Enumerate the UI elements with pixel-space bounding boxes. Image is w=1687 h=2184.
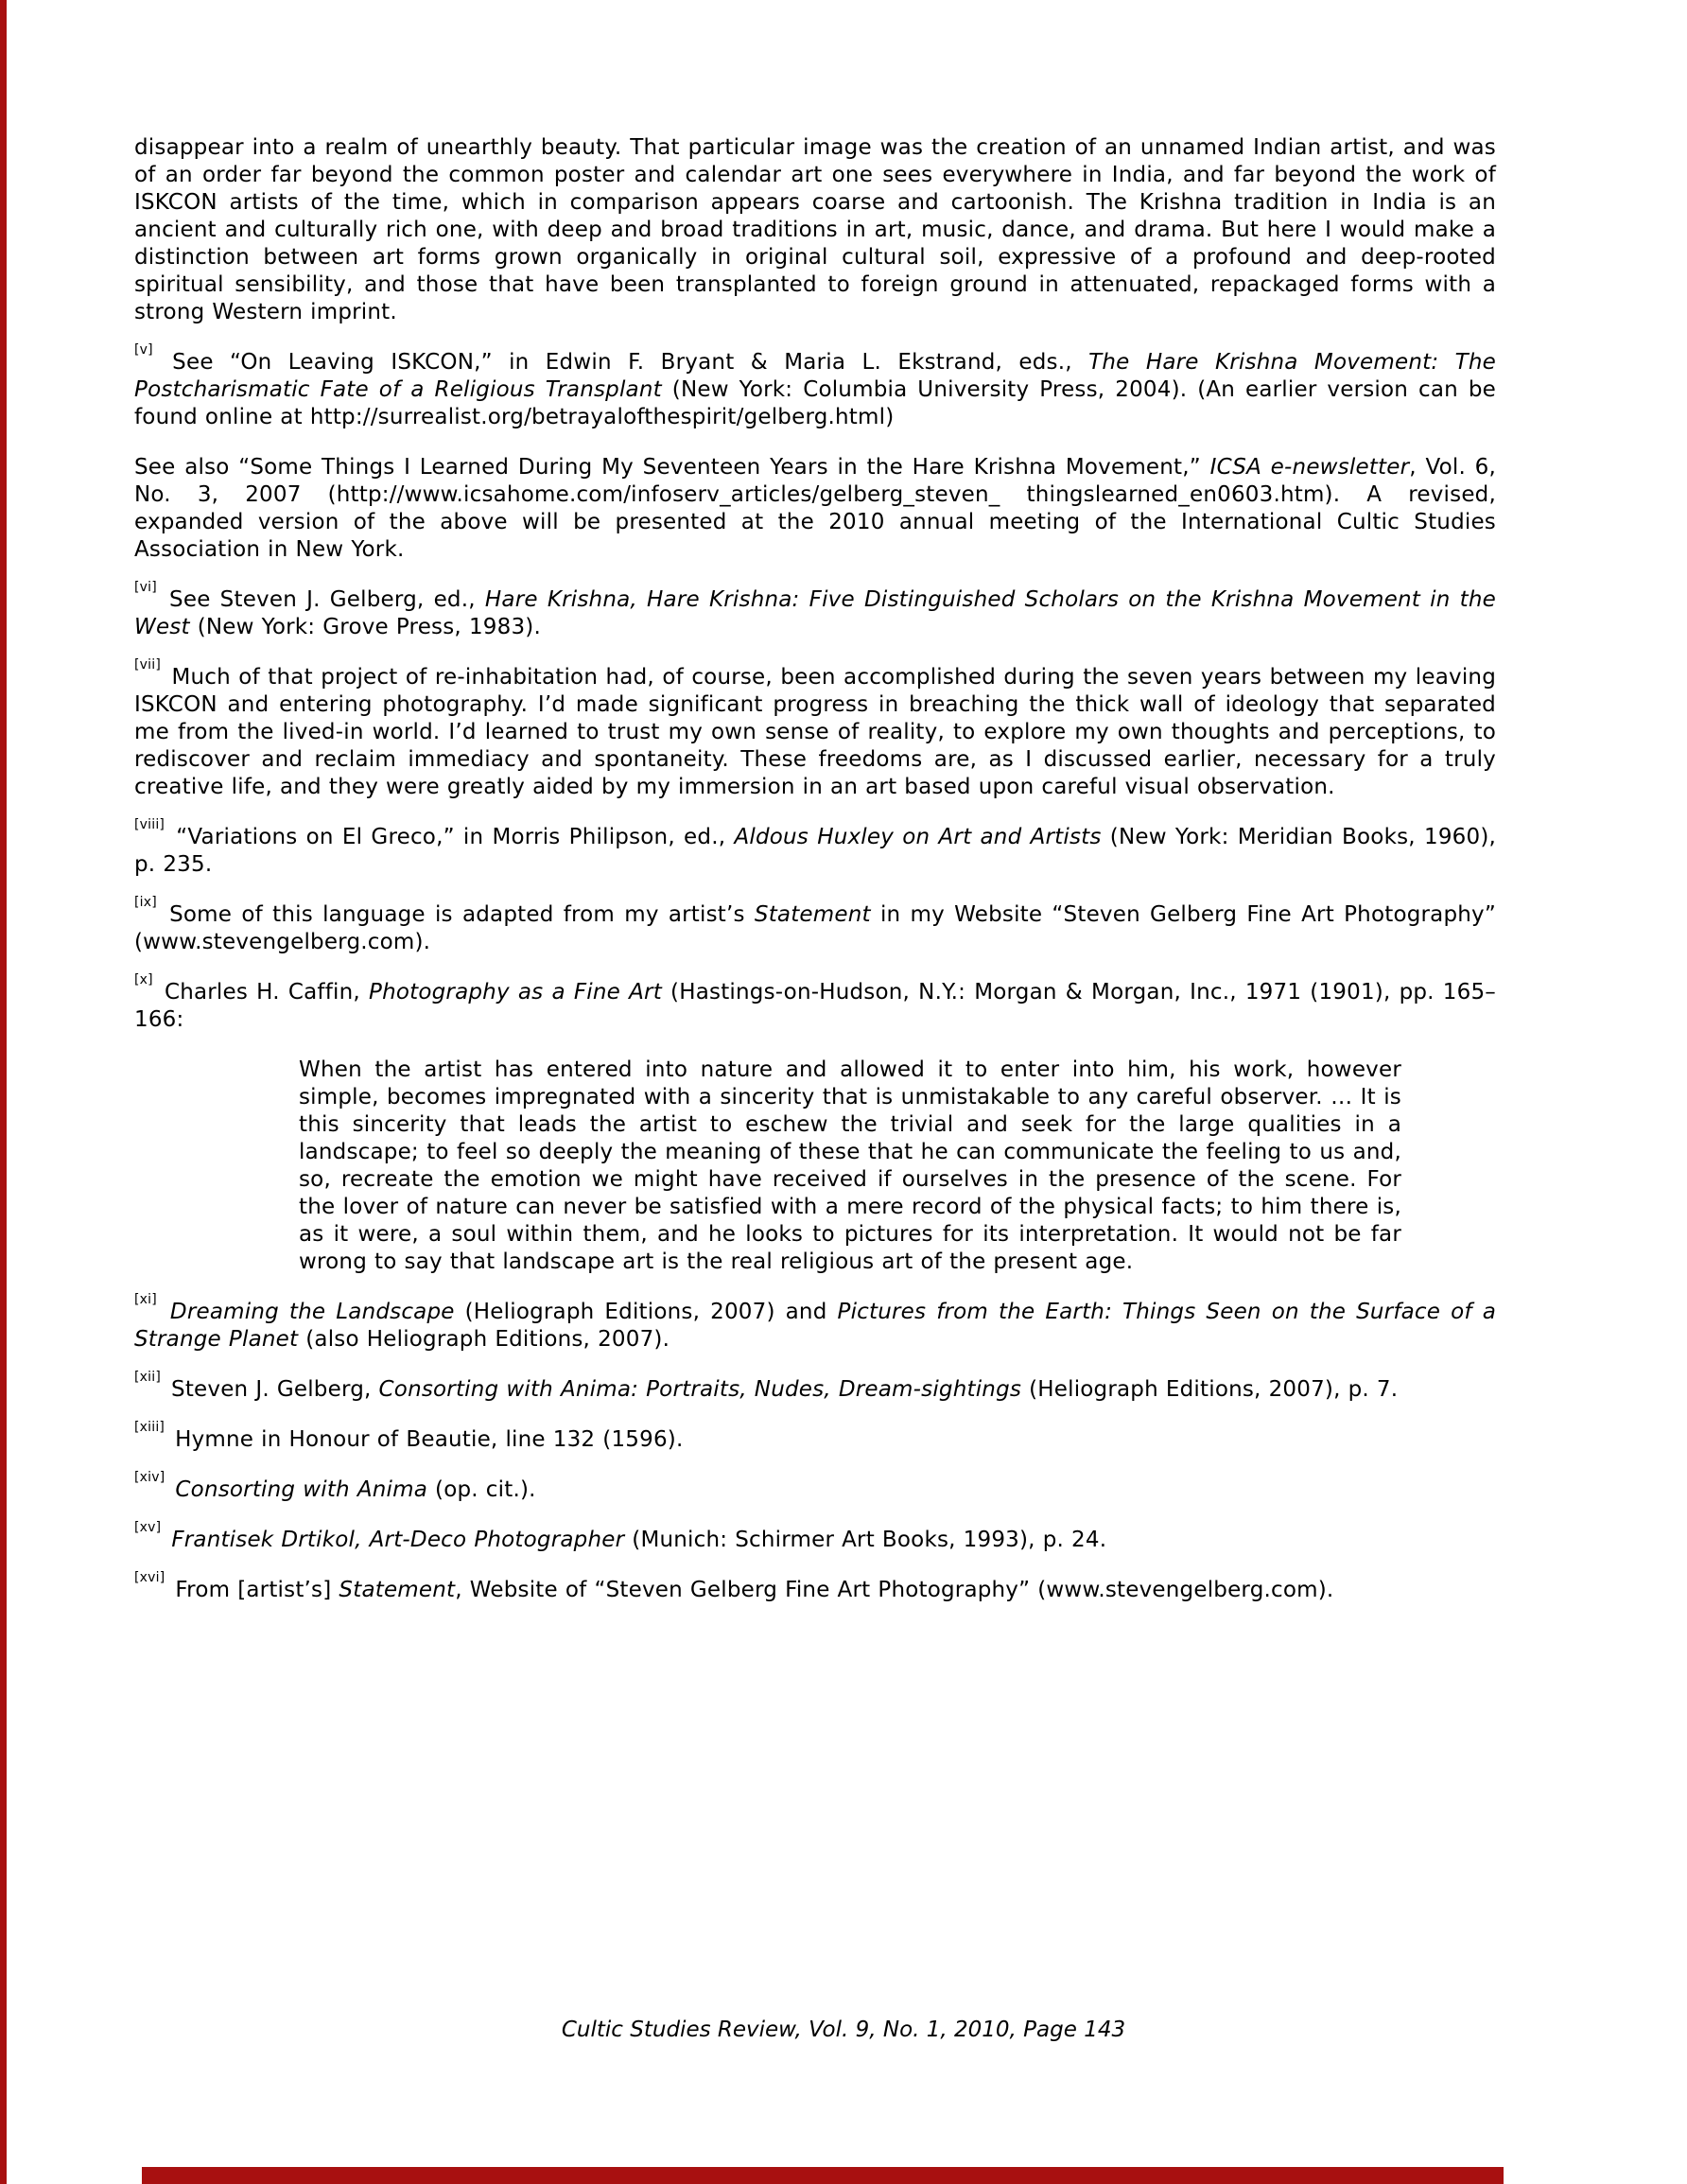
text-segment: (New York: Grove Press, 1983). <box>189 615 541 639</box>
text-segment: Charles H. Caffin, <box>164 980 370 1005</box>
italic-text-segment: Aldous Huxley on Art and Artists <box>734 825 1102 849</box>
text-segment: See Steven J. Gelberg, ed., <box>169 587 485 612</box>
italic-text-segment: The Hare Krishna Movement: The Postcharismatic Fate of a Religious Transplant <box>134 350 1497 402</box>
footnote-marker: [v] <box>134 342 153 358</box>
text-segment: Some of this language is adapted from my artist’s <box>169 902 755 927</box>
italic-text-segment: Hare Krishna, Hare Krishna: Five Distinguished Scholars on the Krishna Movement in the West <box>134 587 1496 639</box>
text-segment: Steven J. Gelberg, <box>171 1377 379 1402</box>
text-segment: Hymne in Honour of Beautie, line 132 (1596). <box>175 1427 684 1452</box>
text-segment: , Vol. 6, No. 3, 2007 (http://www.icsahome.com/infoserv_articles/gelberg_steven_ thingslearned_en0603.htm). A revised, expanded version of the above will be presented at the 2010 annual meeting of the International Cultic Studies Association in New York. <box>134 455 1497 562</box>
body-paragraph <box>134 134 1496 326</box>
footnote-marker: [xvi] <box>134 1570 165 1586</box>
page-footer: Cultic Studies Review, Vol. 9, No. 1, 2010, Page 143 <box>561 2018 1126 2042</box>
footnote-paragraph <box>134 580 1496 641</box>
footnote-paragraph <box>134 1570 1496 1604</box>
footnote-marker: [xv] <box>134 1520 162 1536</box>
text-segment: (Heliograph Editions, 2007) and <box>454 1300 838 1324</box>
footnote-marker: [ix] <box>134 895 157 911</box>
text-segment: Much of that project of re-inhabitation had, of course, been accomplished during the seven years between my leaving ISKCON and entering photography. I’d made significant progress in breaching the thick wall of ideology that separated me from the lived-in world. I’d learned to trust my own sense of reality, to explore my own thoughts and perceptions, to rediscover and reclaim immediacy and spontaneity. These freedoms are, as I discussed earlier, necessary for a truly creative life, and they were greatly aided by my immersion in an art based upon careful visual observation. <box>134 665 1496 799</box>
footnote-paragraph <box>134 1370 1496 1404</box>
footnote-paragraph <box>134 817 1497 879</box>
footnote-marker: [viii] <box>134 817 165 833</box>
italic-text-segment: Pictures from the Earth: Things Seen on the Surface of a Strange Planet <box>134 1300 1496 1352</box>
text-segment: When the artist has entered into nature and allowed it to enter into him, his work, however simple, becomes impregnated with a sincerity that is unmistakable to any careful observer. … It is this sincerity that leads the artist to eschew the trivial and seek for the large qualities in a landscape; to feel so deeply the meaning of these that he can communicate the feeling to us and, so, recreate the emotion we might have received if ourselves in the presence of the scene. For the lover of nature can never be satisfied with a mere record of the physical facts; to him there is, as it were, a soul within them, and he looks to pictures for its interpretation. It would not be far wrong to say that landscape art is the real religious art of the present age. <box>299 1057 1401 1274</box>
left-red-border-bar <box>0 0 7 2184</box>
footnote-marker: [x] <box>134 972 153 988</box>
text-segment: disappear into a realm of unearthly beauty. That particular image was the creation of an unnamed Indian artist, and was of an order far beyond the common poster and calendar art one sees everywhere in India, and far beyond the work of ISKCON artists of the time, which in comparison appears coarse and cartoonish. The Krishna tradition in India is an ancient and culturally rich one, with deep and broad traditions in art, music, dance, and drama. But here I would make a distinction between art forms grown organically in original cultural soil, expressive of a profound and deep-rooted spiritual sensibility, and those that have been transplanted to foreign ground in attenuated, repackaged forms with a strong Western imprint. <box>134 135 1496 324</box>
text-segment: (Heliograph Editions, 2007), p. 7. <box>1021 1377 1399 1402</box>
text-segment: (New York: Columbia University Press, 2004). (An earlier version can be found online at http://surrealist.org/betrayalofthespirit/gelberg.html) <box>134 377 1496 429</box>
text-segment: in my Website “Steven Gelberg Fine Art Photography” (www.stevengelberg.com). <box>134 902 1496 954</box>
footnote-marker: [xi] <box>134 1292 157 1308</box>
italic-text-segment: ICSA e-newsletter <box>1209 455 1410 480</box>
text-segment: (Munich: Schirmer Art Books, 1993), p. 24. <box>624 1528 1107 1552</box>
text-segment: (op. cit.). <box>427 1477 536 1502</box>
italic-text-segment: Frantisek Drtikol, Art-Deco Photographer <box>171 1528 625 1552</box>
text-segment: From [artist’s] <box>175 1578 339 1602</box>
footnote-paragraph <box>134 1520 1496 1554</box>
body-paragraph <box>134 454 1496 564</box>
italic-text-segment: Dreaming the Landscape <box>169 1300 455 1324</box>
footnote-paragraph <box>134 895 1496 956</box>
text-segment: , Website of “Steven Gelberg Fine Art Photography” (www.stevengelberg.com). <box>455 1578 1334 1602</box>
footnote-paragraph <box>134 972 1496 1034</box>
footnote-marker: [xiii] <box>134 1420 165 1436</box>
italic-text-segment: Consorting with Anima <box>175 1477 428 1502</box>
footnote-paragraph <box>134 1292 1496 1354</box>
footnote-marker: [vii] <box>134 657 161 673</box>
footnote-marker: [xii] <box>134 1370 161 1386</box>
bottom-red-border-bar <box>142 2167 1504 2184</box>
document-body <box>134 134 1496 1627</box>
text-segment: (also Heliograph Editions, 2007). <box>298 1327 670 1352</box>
text-segment: See also “Some Things I Learned During My Seventeen Years in the Hare Krishna Movement,” <box>134 455 1210 480</box>
footnote-paragraph <box>134 657 1496 801</box>
italic-text-segment: Statement <box>339 1578 456 1602</box>
text-segment: “Variations on El Greco,” in Morris Philipson, ed., <box>176 825 735 849</box>
footnote-marker: [xiv] <box>134 1470 165 1486</box>
footnote-marker: [vi] <box>134 580 157 596</box>
footnote-paragraph <box>134 342 1497 431</box>
footnote-paragraph <box>134 1420 1496 1454</box>
footnote-paragraph <box>134 1470 1496 1504</box>
italic-text-segment: Photography as a Fine Art <box>369 980 662 1005</box>
block-quote <box>299 1057 1401 1276</box>
text-segment: (Hastings-on-Hudson, N.Y.: Morgan & Morgan, Inc., 1971 (1901), pp. 165–166: <box>134 980 1496 1032</box>
italic-text-segment: Statement <box>754 902 871 927</box>
text-segment: (New York: Meridian Books, 1960), p. 235. <box>134 825 1497 877</box>
italic-text-segment: Consorting with Anima: Portraits, Nudes, Dream-sightings <box>378 1377 1022 1402</box>
text-segment: See “On Leaving ISKCON,” in Edwin F. Bryant & Maria L. Ekstrand, eds., <box>172 350 1089 375</box>
